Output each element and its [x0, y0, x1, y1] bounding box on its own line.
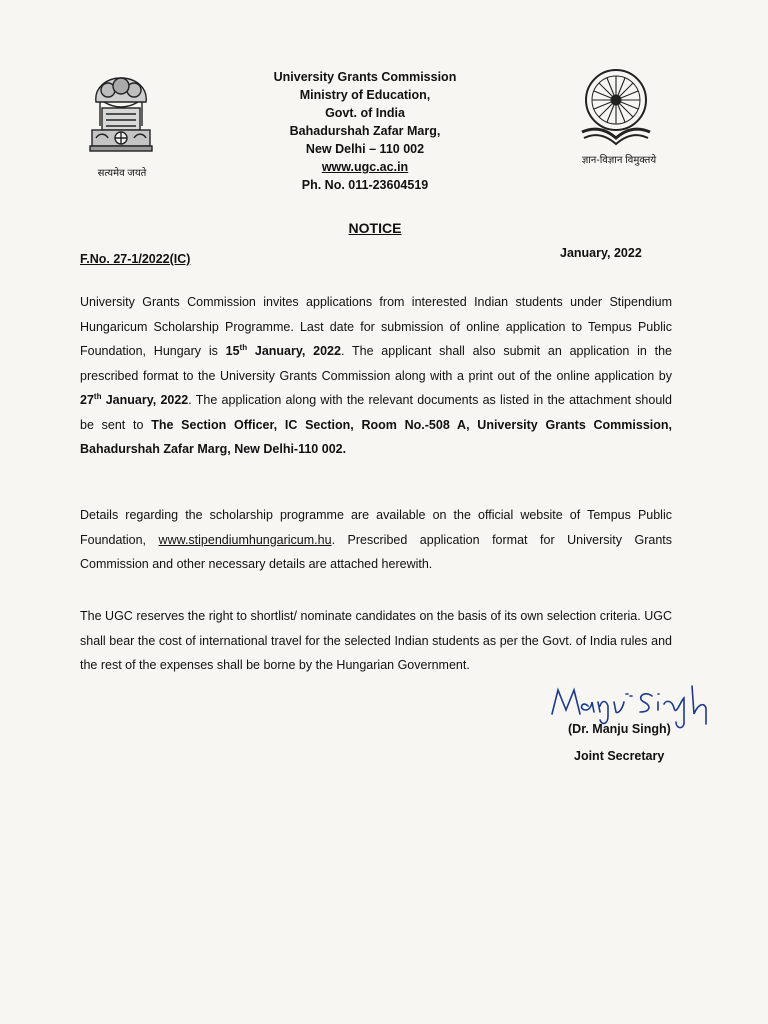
deadline-ugc-suffix: th	[93, 392, 102, 401]
deadline-online-month: January, 2022	[247, 344, 341, 358]
phone-number: Ph. No. 011-23604519	[301, 178, 429, 192]
file-number: F.No. 27-1/2022(IC)	[80, 252, 191, 266]
deadline-online-suffix: th	[239, 343, 248, 352]
signatory-name: (Dr. Manju Singh)	[568, 722, 671, 736]
signatory-designation: Joint Secretary	[574, 749, 665, 763]
p1-text-1: University Grants Commission invites applications from interested Indian students under Stipendium Hungaricum Scholarship Programme. Last date for submission of online application to Tempus Public Foundation, Hungary is	[80, 295, 672, 358]
p1-text-3: . The application along with the relevant documents as listed in the attachment should be sent to	[80, 393, 672, 432]
deadline-online-day: 15	[225, 344, 240, 358]
ugc-motto: ज्ञान-विज्ञान विमुक्तये	[581, 155, 657, 166]
website-link[interactable]: www.ugc.ac.in	[321, 160, 409, 174]
paragraph-programme-details	[80, 503, 672, 577]
deadline-ugc-month: January, 2022	[101, 393, 189, 407]
deadline-ugc	[80, 393, 188, 407]
paragraph-application-details	[80, 290, 672, 462]
p1-text-2: . The applicant shall also submit an application in the prescribed format to the University Grants Commission along with a print out of the online application by	[80, 344, 673, 383]
paragraph-selection-criteria: The UGC reserves the right to shortlist/ nominate candidates on the basis of its own selection criteria. UGC shall bear the cost of international travel for the selected Indian students as per the Govt. of India rules and the rest of the expenses shall be borne by the Hungarian Government.	[80, 609, 672, 672]
p2-text-1: Details regarding the scholarship programme are available on the official website of Tempus Public Foundation,	[80, 508, 672, 547]
org-name: University Grants Commission	[273, 70, 457, 84]
address-line-2: New Delhi – 110 002	[305, 142, 425, 156]
notice-title: NOTICE	[348, 220, 402, 236]
stipendium-website-link[interactable]: www.stipendiumhungaricum.hu	[158, 532, 332, 547]
address-line-1: Bahadurshah Zafar Marg,	[289, 124, 441, 138]
ministry-name: Ministry of Education,	[299, 88, 431, 102]
emblem-motto: सत्यमेव जयते	[97, 168, 147, 179]
letterhead	[230, 68, 500, 194]
deadline-ugc-day: 27	[80, 393, 94, 407]
deadline-online	[226, 344, 341, 358]
submission-address: The Section Officer, IC Section, Room No.-508 A, University Grants Commission, Bahadurshah Zafar Marg, New Delhi-110 002.	[80, 417, 672, 456]
govt-name: Govt. of India	[325, 106, 405, 120]
p2-text-2: . Prescribed application format for University Grants Commission and other necessary details are attached herewith.	[80, 532, 673, 571]
notice-date: January, 2022	[560, 246, 642, 260]
